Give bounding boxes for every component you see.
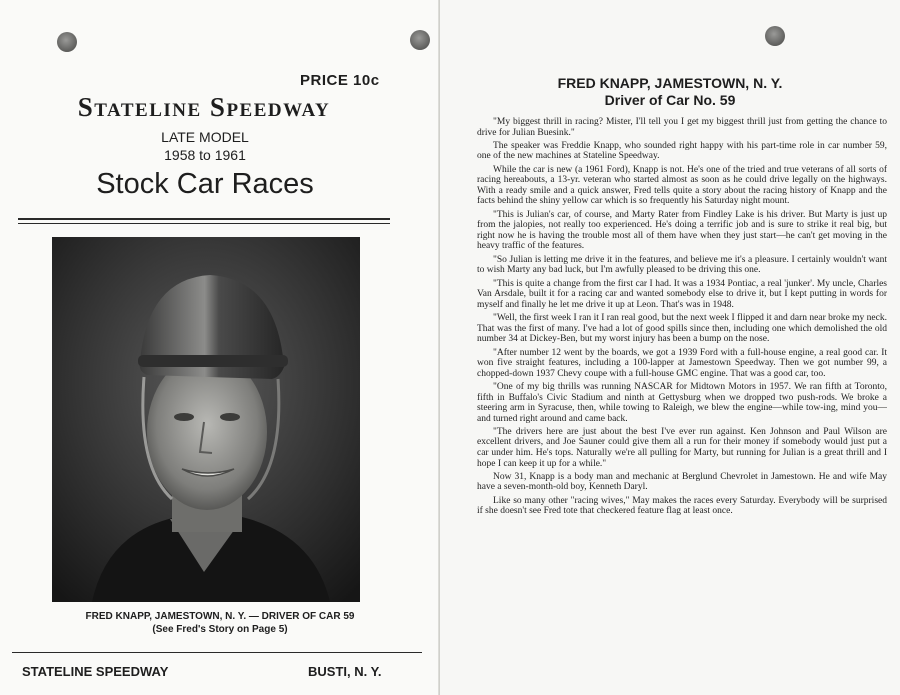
article-title-line-2: Driver of Car No. 59 [604, 92, 736, 108]
paragraph: "My biggest thrill in racing? Mister, I'll tell you I get my biggest thrill just from getting the chance to drive for Julian Buesink." [477, 117, 887, 138]
divider-rule [18, 218, 390, 220]
divider-rule [18, 223, 390, 224]
binder-hole [765, 26, 785, 46]
driver-photo [52, 237, 360, 602]
cover-page [0, 0, 440, 695]
paragraph: The speaker was Freddie Knapp, who sounded right happy with his part-time role in car number 59, one of the new machines at Stateline Speedway. [477, 140, 887, 162]
paragraph: While the car is new (a 1961 Ford), Knapp is not. He's one of the tried and true veterans of all sorts of racing hereabouts, a 13-yr. veteran who started almost as soon as he could drive legally on the highways. With a ready smile and a quick answer, Fred tells quite a story about the racing history of Knapp and the facts behind the shiny yellow car which is so frequently his Saturday night mount. [477, 164, 887, 207]
caption-line-2: (See Fred's Story on Page 5) [152, 624, 288, 635]
driver-portrait-image [52, 237, 360, 602]
paragraph: "So Julian is letting me drive it in the features, and believe me it's a pleasure. I certainly wouldn't want to wish Marty any bad luck, but I'm awfully pleased to be driving this one. [477, 254, 887, 276]
article-title-line-1: FRED KNAPP, JAMESTOWN, N. Y. [557, 75, 783, 91]
paragraph: "One of my big thrills was running NASCAR for Midtown Motors in 1957. We ran fifth at Toronto, fifth in Buffalo's Civic Stadium and ninth at Gettysburg when we dropped two push-rods. We broke a steering arm in Syracuse, then, while towing to Raleigh, we blew the engine—while tow-ing, mind you— and turned right around and came back. [477, 381, 887, 424]
subtitle-line-1: LATE MODEL [161, 129, 249, 145]
paragraph: "Well, the first week I ran it I ran real good, but the next week I flipped it and darn near broke my neck. That was the first of many. I've had a lot of good spills since then, including one which demolished the old number 34 at Dickey-Ben, but my worst injury has been a bump on the nose. [477, 313, 887, 345]
caption-line-1: FRED KNAPP, JAMESTOWN, N. Y. — DRIVER OF CAR 59 [85, 611, 355, 622]
photo-caption [10, 610, 430, 636]
binder-hole [410, 30, 430, 50]
paragraph: "This is Julian's car, of course, and Marty Rater from Findley Lake is his driver. But Marty is just up from the jalopies, not really too experienced. He's doing a terrific job and is sure to strike it real big, but right now he is having the trouble most all of them have when they just start—he can't get moving in the heavy traffic of the features. [477, 209, 887, 252]
footer-left: STATELINE SPEEDWAY [22, 664, 169, 679]
footer-rule [12, 652, 422, 653]
subtitle [0, 128, 410, 164]
paragraph: "This is quite a change from the first car I had. It was a 1934 Pontiac, a real 'junker'. My uncle, Charles Van Arsdale, built it for a racing car and wanted somebody else to drive it, but I kept putting in words for myself and finally he let me drive it up at Leon. That's was in 1948. [477, 278, 887, 310]
footer-right: BUSTI, N. Y. [308, 664, 382, 679]
subtitle-line-2: 1958 to 1961 [164, 147, 246, 163]
paragraph: Now 31, Knapp is a body man and mechanic at Berglund Chevrolet in Jamestown. He and wife May have a seven-month-old boy, Kenneth Daryl. [477, 471, 887, 493]
price-label: PRICE 10c [300, 72, 380, 89]
paragraph: "After number 12 went by the boards, we got a 1939 Ford with a full-house engine, a real good car. It won five straight features, including a 100-lapper at Jamestown Speedway. Then we got number 99, a chopped-down 1937 Chevy coupe with a full-house GMC engine. That was a good car, too. [477, 347, 887, 379]
article-title [440, 75, 900, 109]
event-title: Stock Car Races [96, 168, 314, 200]
article-body [477, 117, 887, 692]
paragraph: "The drivers here are just about the best I've ever run against. Ken Johnson and Paul Wilson are excellent drivers, and Joe Sauner could give them all a run for their money if somebody would just put a car under him. He's tops. Naturally we're all pulling for Marty, but running for Julian is a great thrill and I hope I can keep it up for a while." [477, 426, 887, 469]
binder-hole [57, 32, 77, 52]
speedway-title: Stateline Speedway [77, 92, 331, 122]
paragraph: Like so many other "racing wives," May makes the races every Saturday. Everybody will be surprised if she doesn't see Fred tote that checkered feature flag at least once. [477, 495, 887, 517]
article-page [440, 0, 900, 695]
